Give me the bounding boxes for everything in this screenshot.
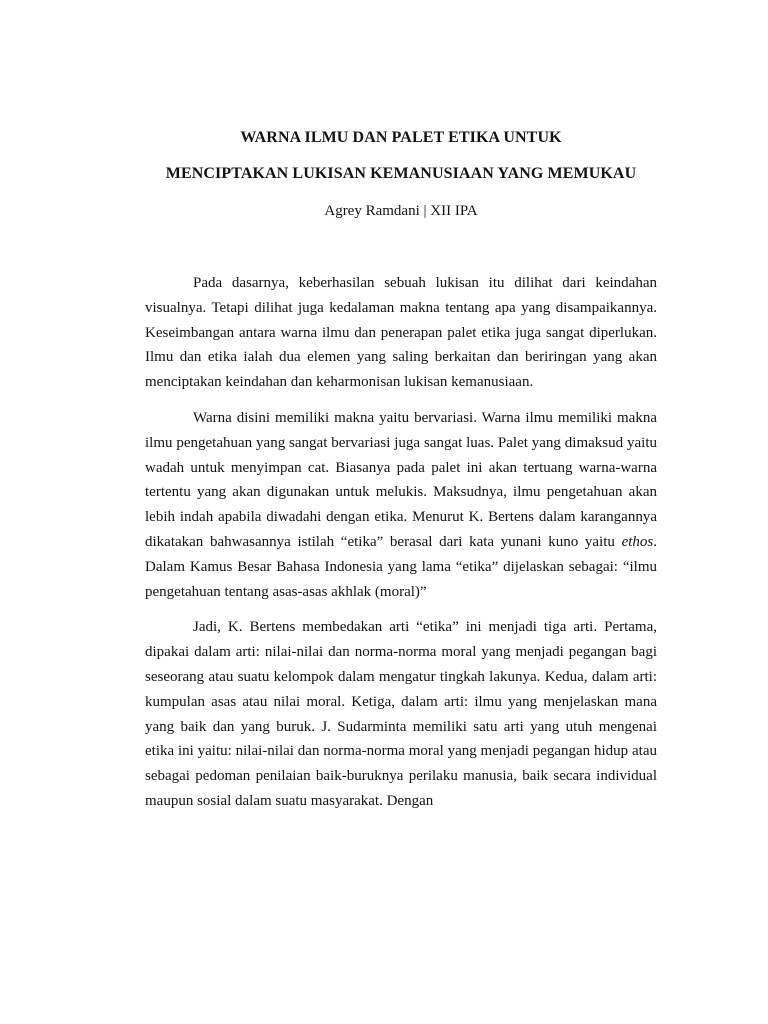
- paragraph-2-text-a: Warna disini memiliki makna yaitu bervariasi. Warna ilmu memiliki makna ilmu pengetahuan yang sangat bervariasi juga sangat luas. Palet yang dimaksud yaitu wadah untuk menyimpan cat. Biasanya pada palet ini akan tertuang warna-warna tertentu yang akan digunakan untuk melukis. Maksudnya, ilmu pengetahuan akan lebih indah apabila diwadahi dengan etika. Menurut K. Bertens dalam karangannya dikatakan bahwasannya istilah “etika” berasal dari kata yunani kuno yaitu: [145, 409, 657, 550]
- paragraph-1: Pada dasarnya, keberhasilan sebuah lukisan itu dilihat dari keindahan visualnya. Tetapi dilihat juga kedalaman makna tentang apa yang disampaikannya. Keseimbangan antara warna ilmu dan penerapan palet etika juga sangat diperlukan. Ilmu dan etika ialah dua elemen yang saling berkaitan dan beriringan yang akan menciptakan keindahan dan keharmonisan lukisan kemanusiaan.: [145, 275, 657, 391]
- author-byline: Agrey Ramdani | XII IPA: [324, 203, 478, 219]
- title-line-2: MENCIPTAKAN LUKISAN KEMANUSIAAN YANG MEMUKAU: [165, 165, 637, 182]
- paragraph-2: [145, 406, 657, 604]
- paragraph-2-italic-term: ethos: [621, 533, 654, 550]
- document-page: [145, 126, 657, 814]
- paragraph-2-text-b: . Dalam Kamus Besar Bahasa Indonesia yang lama “etika” dijelaskan sebagai: “ilmu pengetahuan tentang asas-asas akhlak (moral)”: [145, 533, 657, 600]
- document-title: [145, 126, 657, 185]
- body-text: [145, 271, 657, 814]
- paragraph-3: Jadi, K. Bertens membedakan arti “etika” ini menjadi tiga arti. Pertama, dipakai dalam arti: nilai-nilai dan norma-norma moral yang menjadi pegangan bagi seseorang atau suatu kelompok dalam mengatur tingkah lakunya. Kedua, dalam arti: kumpulan asas atau nilai moral. Ketiga, dalam arti: ilmu yang menjelaskan mana yang baik dan yang buruk. J. Sudarminta memiliki satu arti yang utuh mengenai etika ini yaitu: nilai-nilai dan norma-norma moral yang menjadi pegangan hidup atau sebagai pedoman penilaian baik-buruknya perilaku manusia, baik secara individual maupun sosial dalam suatu masyarakat. Dengan: [145, 619, 657, 809]
- title-line-1: WARNA ILMU DAN PALET ETIKA UNTUK: [240, 129, 562, 146]
